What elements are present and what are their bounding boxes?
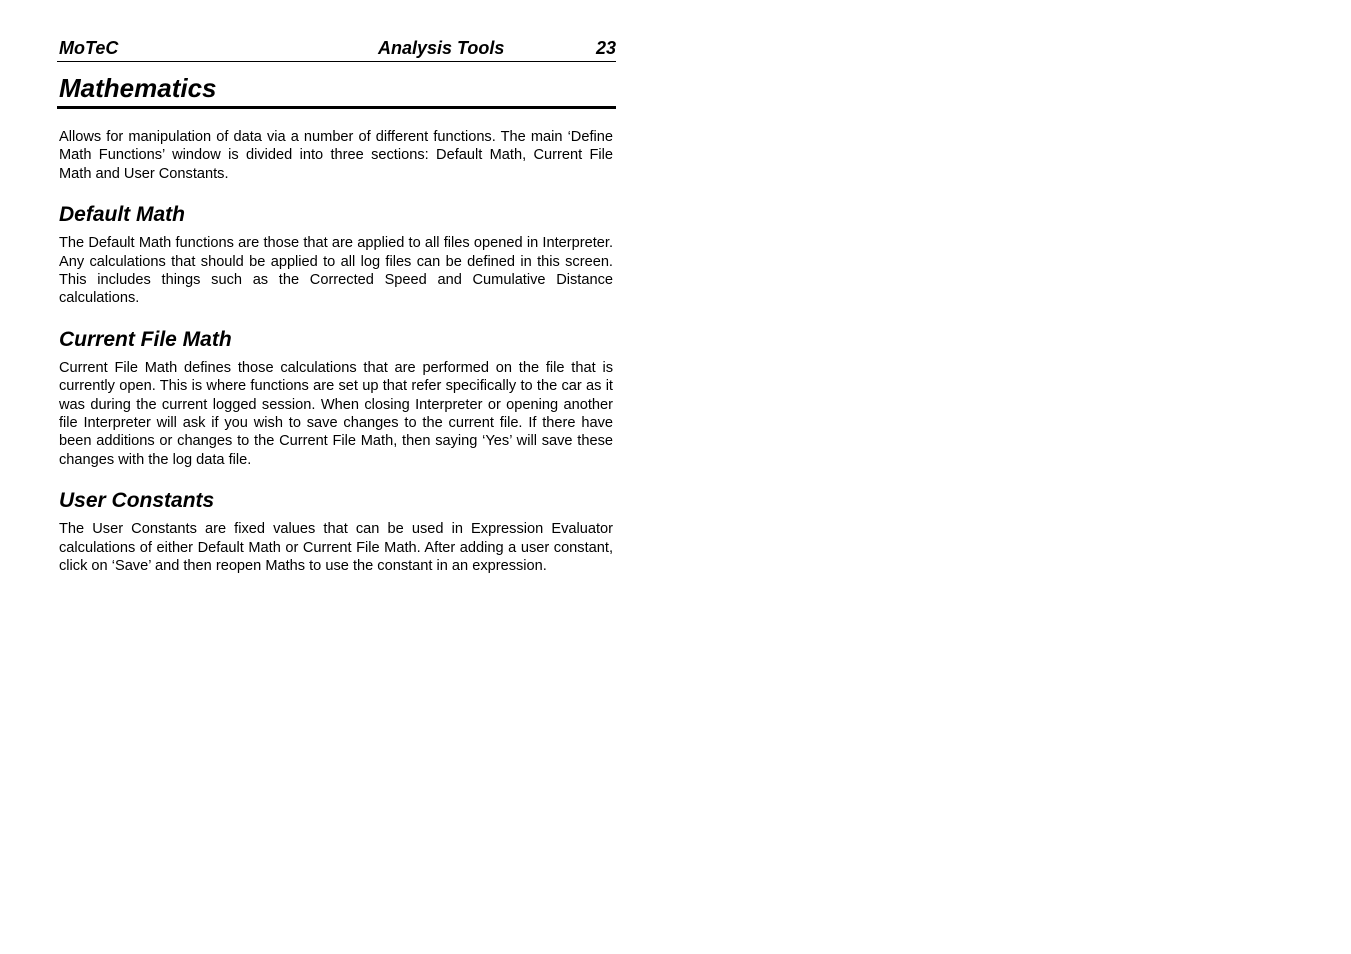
running-header (57, 36, 616, 62)
document-page (57, 36, 616, 576)
section-body-user-constants: The User Constants are fixed values that can be used in Expression Evaluator calculations of either Default Math or Current File Math. After adding a user constant, click on ‘Save’ and then reopen Maths to use the constant in an expression. (59, 521, 613, 575)
page-title: Mathematics (57, 72, 616, 109)
section-heading-default-math: Default Math (59, 203, 185, 227)
header-page-number: 23 (595, 38, 616, 58)
section-body-current-file-math: Current File Math defines those calculations that are performed on the file that is currently open. This is where functions are set up that refer specifically to the car as it was during the current logged session. When closing Interpreter or opening another file Interpreter will ask if you wish to save changes to the current file. If there have been additions or changes to the Current File Math, then saying ‘Yes’ will save these changes with the log data file. (59, 359, 613, 468)
header-section-title: Analysis Tools (378, 38, 505, 58)
section-heading-user-constants: User Constants (59, 489, 215, 513)
header-brand: MoTeC (59, 38, 119, 58)
intro-paragraph: Allows for manipulation of data via a number of different functions. The main ‘Define Math Functions’ window is divided into three sections: Default Math, Current File Math and User Constants. (59, 129, 613, 182)
section-body-default-math: The Default Math functions are those that are applied to all files opened in Interpreter. Any calculations that should be applied to all log files can be defined in this screen. This includes things such as the Corrected Speed and Cumulative Distance calculations. (59, 235, 613, 307)
section-heading-current-file-math: Current File Math (59, 327, 232, 351)
